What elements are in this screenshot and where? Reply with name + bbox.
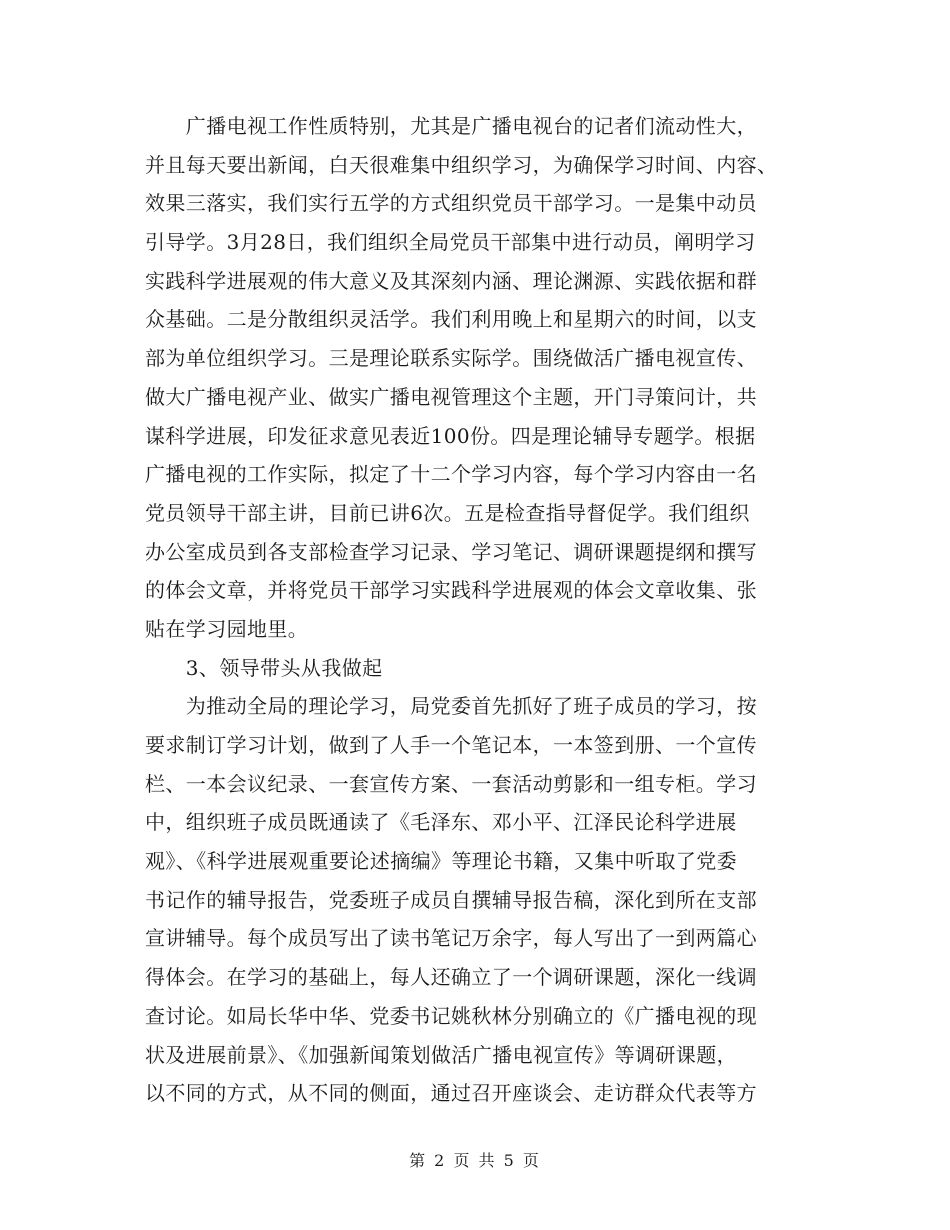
text-line: 查讨论。如局长华中华、党委书记姚秋林分别确立的《广播电视的现 [145, 1003, 757, 1028]
text-line: 做大广播电视产业、做实广播电视管理这个主题，开门寻策问计，共 [145, 384, 757, 409]
text-line: 为推动全局的理论学习，局党委首先抓好了班子成员的学习，按 [145, 694, 757, 719]
text-line: 引导学。3月28日，我们组织全局党员干部集中进行动员，阐明学习 [145, 230, 756, 255]
text-line: 办公室成员到各支部检查学习记录、学习笔记、调研课题提纲和撰写 [145, 539, 757, 564]
text-line: 众基础。二是分散组织灵活学。我们利用晚上和星期六的时间，以支 [145, 307, 757, 332]
text-line: 观》、《科学进展观重要论述摘编》等理论书籍，又集中听取了党委 [145, 849, 737, 874]
text-line: 党员领导干部主讲，目前已讲6次。五是检查指导督促学。我们组织 [145, 500, 750, 525]
page-number-footer: 第 2 页 共 5 页 [409, 1151, 541, 1170]
text-line: 宣讲辅导。每个成员写出了读书笔记万余字，每人写出了一到两篇心 [145, 926, 757, 951]
text-line: 栏、一本会议纪录、一套宣传方案、一套活动剪影和一组专柜。学习 [145, 771, 757, 796]
text-line: 要求制订学习计划，做到了人手一个笔记本，一本签到册、一个宣传 [145, 733, 757, 757]
text-line: 广播电视的工作实际，拟定了十二个学习内容，每个学习内容由一名 [145, 462, 757, 487]
text-line: 得体会。在学习的基础上，每人还确立了一个调研课题，深化一线调 [145, 965, 757, 990]
body-text [145, 107, 805, 1113]
section-heading: 3、领导带头从我做起 [145, 655, 383, 680]
text-line: 谋科学进展，印发征求意见表近100份。四是理论辅导专题学。根据 [145, 423, 756, 448]
text-line: 广播电视工作性质特别，尤其是广播电视台的记者们流动性大， [145, 114, 757, 138]
text-line: 实践科学进展观的伟大意义及其深刻内涵、理论渊源、实践依据和群 [145, 268, 757, 293]
text-line: 中，组织班子成员既通读了《毛泽东、邓小平、江泽民论科学进展 [145, 810, 737, 835]
text-line: 贴在学习园地里。 [145, 616, 309, 641]
text-line: 并且每天要出新闻，白天很难集中组织学习，为确保学习时间、内容、 [145, 152, 778, 177]
text-line: 部为单位组织学习。三是理论联系实际学。围绕做活广播电视宣传、 [145, 346, 757, 371]
text-line: 书记作的辅导报告，党委班子成员自撰辅导报告稿，深化到所在支部 [145, 887, 757, 912]
text-line: 以不同的方式，从不同的侧面，通过召开座谈会、走访群众代表等方 [145, 1081, 757, 1106]
text-line: 状及进展前景》、《加强新闻策划做活广播电视宣传》等调研课题， [145, 1042, 737, 1067]
text-line: 效果三落实，我们实行五学的方式组织党员干部学习。一是集中动员 [145, 191, 757, 216]
text-line: 的体会文章，并将党员干部学习实践科学进展观的体会文章收集、张 [145, 578, 757, 603]
